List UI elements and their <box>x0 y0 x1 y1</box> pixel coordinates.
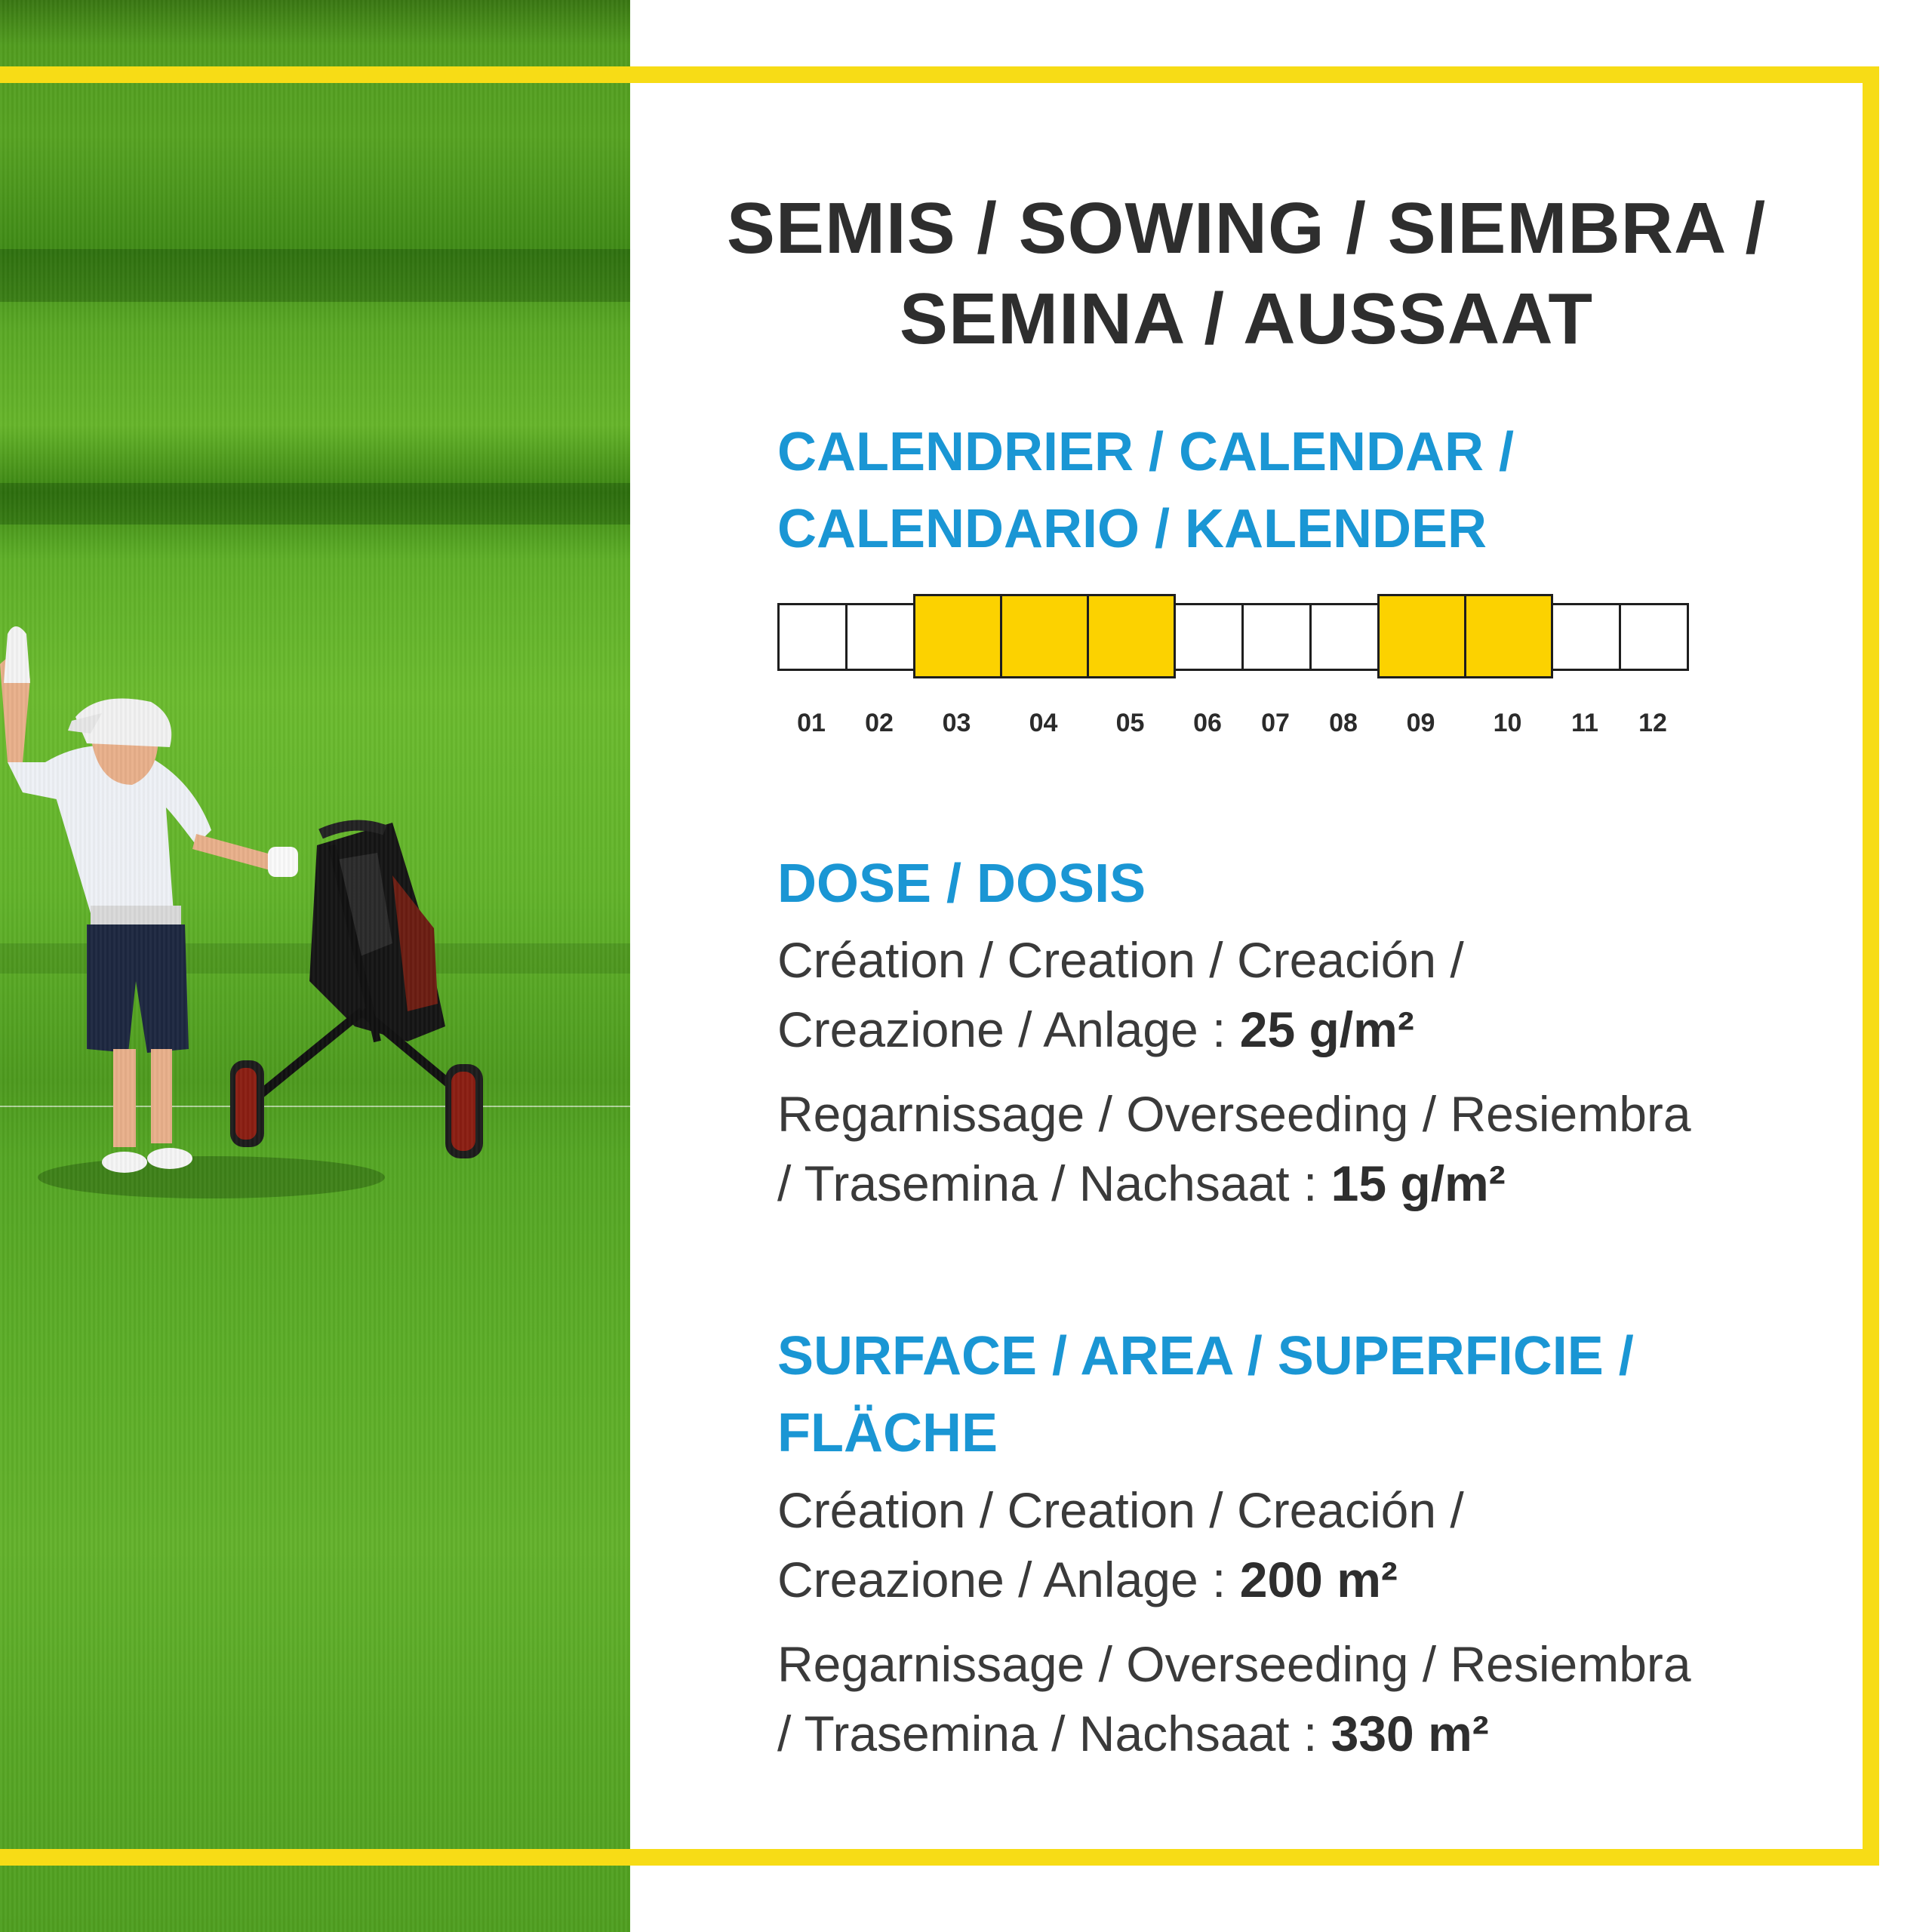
surface-heading-line-2: FLÄCHE <box>777 1403 998 1463</box>
calendar-month-label: 01 <box>797 709 826 737</box>
surface-creation-value: 200 m² <box>1239 1552 1398 1607</box>
calendar-heading-line-1: CALENDRIER / CALENDAR / <box>777 422 1515 482</box>
calendar-month-10 <box>1464 594 1553 678</box>
dose-creation-line-1: Création / Creation / Creación / <box>777 932 1464 988</box>
golf-course-photo <box>0 0 630 1932</box>
surface-overseeding-line-2 <box>777 1699 1819 1768</box>
surface-creation-line-2 <box>777 1545 1819 1614</box>
dose-heading: DOSE / DOSIS <box>777 854 1146 914</box>
mowing-stripe <box>0 483 630 525</box>
calendar-month-08 <box>1309 603 1380 671</box>
calendar-month-09 <box>1377 594 1466 678</box>
calendar-month-05 <box>1087 594 1176 678</box>
calendar-month-label: 08 <box>1329 709 1358 737</box>
surface-overseeding-value: 330 m² <box>1331 1706 1489 1761</box>
golfer-figure <box>0 626 298 1173</box>
frame-bottom-stripe <box>0 1849 630 1866</box>
info-panel <box>630 83 1863 1849</box>
mowing-stripe <box>0 249 630 302</box>
dose-creation-label: Creazione / Anlage : <box>777 1001 1240 1057</box>
calendar-month-label: 07 <box>1261 709 1290 737</box>
sowing-calendar <box>777 594 1690 737</box>
calendar-month-label: 04 <box>1029 709 1058 737</box>
calendar-month-label: 05 <box>1115 709 1145 737</box>
calendar-month-06 <box>1174 603 1244 671</box>
golf-trolley-icon <box>230 823 483 1158</box>
calendar-month-02 <box>845 603 915 671</box>
dose-overseeding-value: 15 g/m² <box>1331 1155 1506 1211</box>
golfer-illustration <box>0 0 630 1932</box>
calendar-month-label: 02 <box>865 709 894 737</box>
calendar-month-04 <box>1000 594 1089 678</box>
calendar-month-label: 09 <box>1406 709 1435 737</box>
calendar-month-label: 10 <box>1493 709 1522 737</box>
surface-overseeding-line-1: Regarnissage / Overseeding / Resiembra <box>777 1636 1691 1692</box>
dose-overseeding-line-1: Regarnissage / Overseeding / Resiembra <box>777 1086 1691 1142</box>
calendar-month-11 <box>1551 603 1621 671</box>
dose-creation-value: 25 g/m² <box>1239 1001 1414 1057</box>
calendar-month-01 <box>777 603 848 671</box>
surface-overseeding-label: / Trasemina / Nachsaat : <box>777 1706 1331 1761</box>
calendar-month-label: 11 <box>1571 709 1598 737</box>
dose-overseeding-label: / Trasemina / Nachsaat : <box>777 1155 1331 1211</box>
page-title-line-2: SEMINA / AUSSAAT <box>899 278 1594 359</box>
calendar-month-label: 06 <box>1193 709 1222 737</box>
horizon-line <box>0 1106 630 1107</box>
dose-creation-line-2 <box>777 995 1819 1064</box>
calendar-month-label: 03 <box>942 709 971 737</box>
mowing-stripe <box>0 943 630 974</box>
surface-creation-label: Creazione / Anlage : <box>777 1552 1240 1607</box>
calendar-month-12 <box>1619 603 1689 671</box>
calendar-month-label: 12 <box>1638 709 1667 737</box>
calendar-month-07 <box>1241 603 1312 671</box>
frame-top-stripe <box>0 66 630 83</box>
calendar-heading-line-2: CALENDARIO / KALENDER <box>777 499 1487 559</box>
surface-creation-line-1: Création / Creation / Creación / <box>777 1482 1464 1538</box>
page-title-line-1: SEMIS / SOWING / SIEMBRA / <box>726 188 1767 269</box>
calendar-month-03 <box>913 594 1002 678</box>
dose-overseeding-line-2 <box>777 1149 1819 1218</box>
surface-heading-line-1: SURFACE / AREA / SUPERFICIE / <box>777 1326 1634 1386</box>
